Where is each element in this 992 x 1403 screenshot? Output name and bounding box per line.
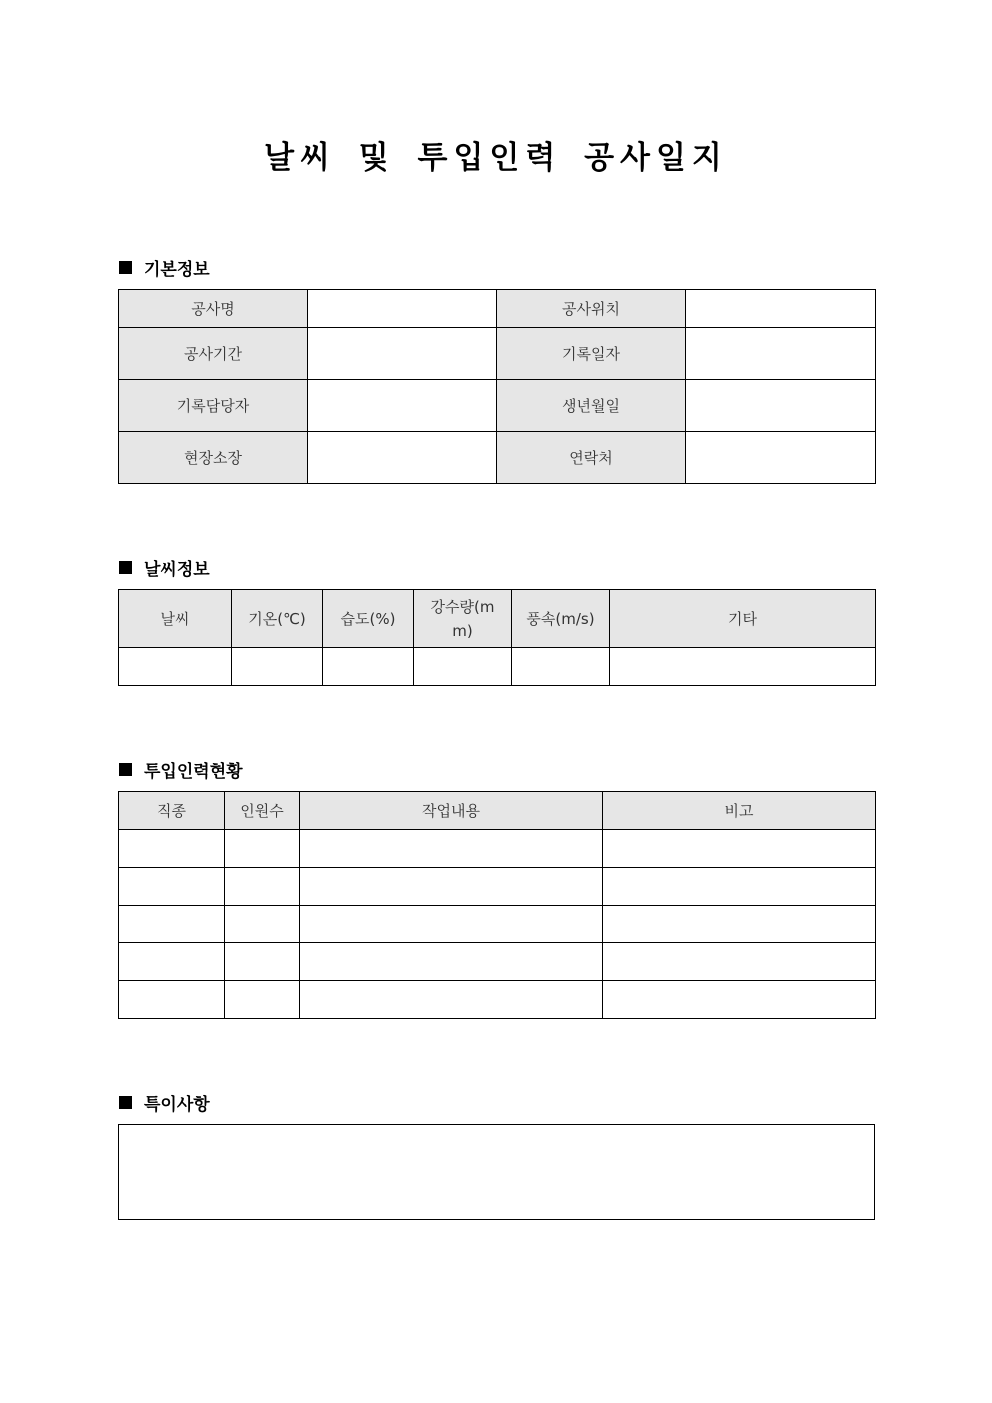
remarks-cell[interactable] — [603, 830, 876, 868]
remarks-cell[interactable] — [603, 868, 876, 906]
remarks-cell[interactable] — [603, 906, 876, 943]
remarks-cell[interactable] — [603, 943, 876, 981]
section-heading-label: 투입인력현황 — [144, 762, 243, 782]
document-title: 날씨 및 투입인력 공사일지 — [264, 140, 728, 176]
column-header-humidity: 습도(%) — [323, 590, 414, 648]
weather-value-cell[interactable] — [119, 648, 232, 686]
table-row — [119, 943, 876, 981]
value-cell-recorder[interactable] — [308, 380, 497, 432]
weather-info-table — [118, 589, 876, 686]
label-cell: 기록담당자 — [119, 380, 308, 432]
trade-cell[interactable] — [119, 830, 225, 868]
label-cell: 기록일자 — [497, 328, 686, 380]
label-cell: 현장소장 — [119, 432, 308, 484]
square-bullet-icon — [119, 1096, 132, 1109]
label-cell: 생년월일 — [497, 380, 686, 432]
temperature-value-cell[interactable] — [232, 648, 323, 686]
trade-cell[interactable] — [119, 906, 225, 943]
table-row — [119, 868, 876, 906]
remarks-cell[interactable] — [603, 981, 876, 1019]
column-header-wind-speed: 풍속(m/s) — [512, 590, 610, 648]
column-header-headcount: 인원수 — [225, 792, 300, 830]
table-header-row — [119, 792, 876, 830]
humidity-value-cell[interactable] — [323, 648, 414, 686]
section-heading-weather-info — [119, 555, 210, 580]
table-row — [119, 290, 876, 328]
column-header-precipitation: 강수량(mm) — [414, 590, 512, 648]
precipitation-value-cell[interactable] — [414, 648, 512, 686]
section-heading-manpower — [119, 757, 243, 782]
table-row — [119, 906, 876, 943]
other-value-cell[interactable] — [610, 648, 876, 686]
column-header-other: 기타 — [610, 590, 876, 648]
section-heading-basic-info — [119, 255, 210, 280]
section-heading-special-notes — [119, 1090, 210, 1115]
value-cell-project-name[interactable] — [308, 290, 497, 328]
table-row — [119, 432, 876, 484]
value-cell-birth-date[interactable] — [686, 380, 876, 432]
headcount-cell[interactable] — [225, 830, 300, 868]
label-cell: 공사기간 — [119, 328, 308, 380]
trade-cell[interactable] — [119, 943, 225, 981]
column-header-temperature: 기온(℃) — [232, 590, 323, 648]
column-header-work-description: 작업내용 — [300, 792, 603, 830]
section-heading-label: 날씨정보 — [144, 560, 210, 580]
headcount-cell[interactable] — [225, 981, 300, 1019]
table-row — [119, 830, 876, 868]
work-description-cell[interactable] — [300, 868, 603, 906]
work-description-cell[interactable] — [300, 830, 603, 868]
column-header-trade: 직종 — [119, 792, 225, 830]
manpower-table — [118, 791, 876, 1019]
table-row — [119, 328, 876, 380]
work-description-cell[interactable] — [300, 943, 603, 981]
headcount-cell[interactable] — [225, 906, 300, 943]
special-notes-box[interactable] — [118, 1124, 875, 1220]
trade-cell[interactable] — [119, 981, 225, 1019]
headcount-cell[interactable] — [225, 943, 300, 981]
section-heading-label: 기본정보 — [144, 260, 210, 280]
wind-speed-value-cell[interactable] — [512, 648, 610, 686]
value-cell-record-date[interactable] — [686, 328, 876, 380]
value-cell-site-manager[interactable] — [308, 432, 497, 484]
label-cell: 연락처 — [497, 432, 686, 484]
square-bullet-icon — [119, 261, 132, 274]
table-header-row — [119, 590, 876, 648]
square-bullet-icon — [119, 561, 132, 574]
value-cell-contact[interactable] — [686, 432, 876, 484]
trade-cell[interactable] — [119, 868, 225, 906]
headcount-cell[interactable] — [225, 868, 300, 906]
work-description-cell[interactable] — [300, 981, 603, 1019]
label-cell: 공사명 — [119, 290, 308, 328]
work-description-cell[interactable] — [300, 906, 603, 943]
value-cell-project-period[interactable] — [308, 328, 497, 380]
square-bullet-icon — [119, 763, 132, 776]
table-row — [119, 981, 876, 1019]
column-header-remarks: 비고 — [603, 792, 876, 830]
table-row — [119, 380, 876, 432]
table-row — [119, 648, 876, 686]
column-header-weather: 날씨 — [119, 590, 232, 648]
value-cell-project-location[interactable] — [686, 290, 876, 328]
basic-info-table — [118, 289, 876, 484]
label-cell: 공사위치 — [497, 290, 686, 328]
section-heading-label: 특이사항 — [144, 1095, 210, 1115]
